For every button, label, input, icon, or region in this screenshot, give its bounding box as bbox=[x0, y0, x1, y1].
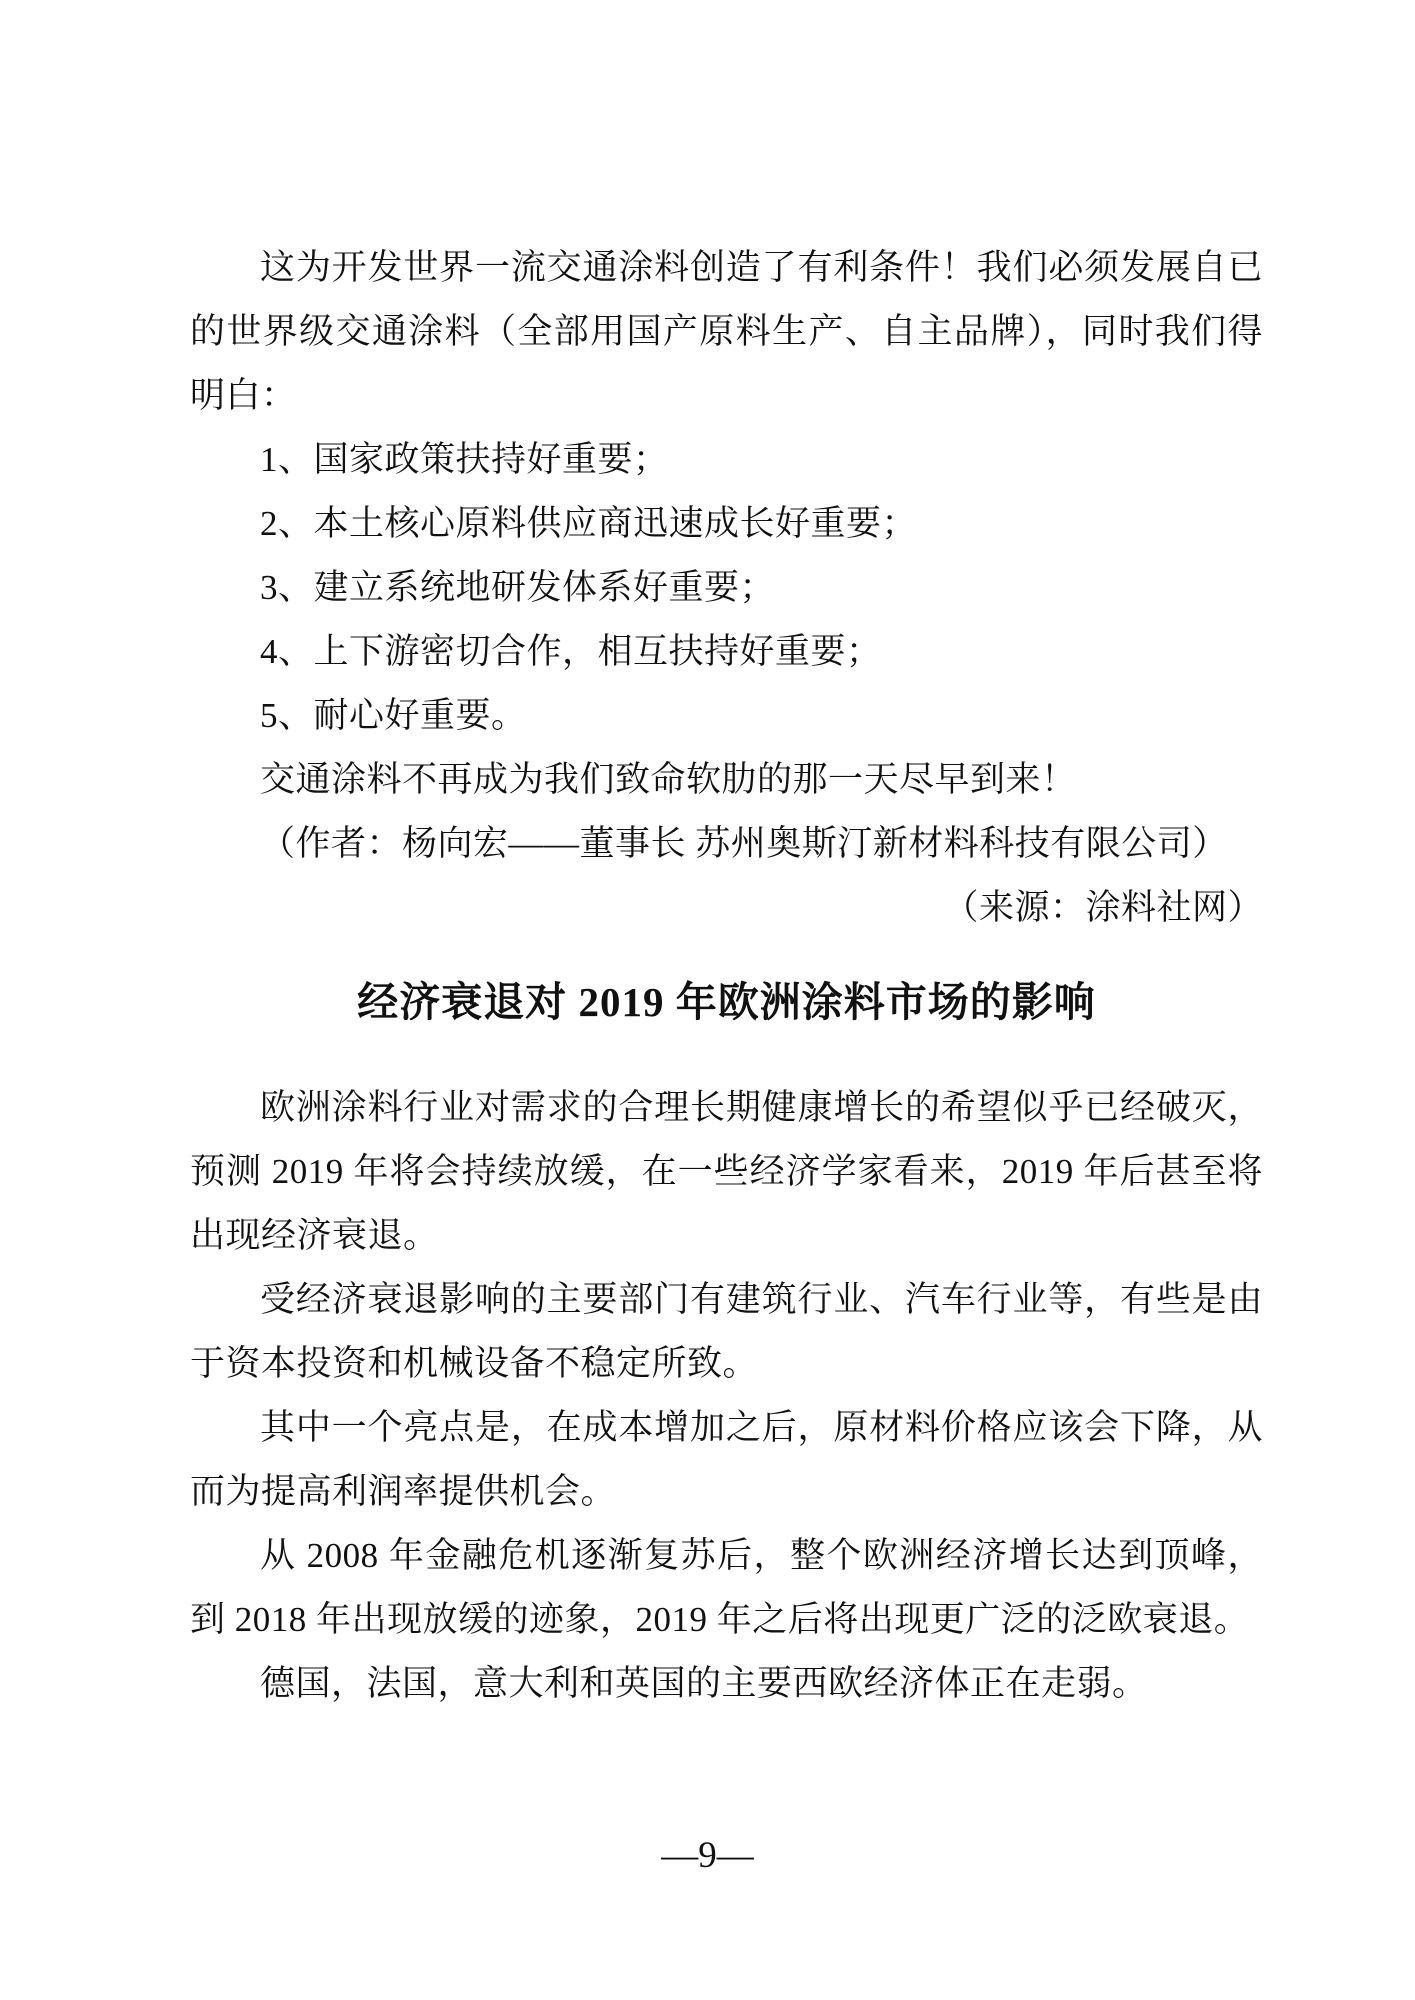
article1-list-item-2: 2、本土核心原料供应商迅速成长好重要； bbox=[260, 504, 918, 543]
article2-title: 经济衰退对 2019 年欧洲涂料市场的影响 bbox=[357, 979, 1096, 1025]
article2-paragraph-4: 从 2008 年金融危机逐渐复苏后，整个欧洲经济增长达到顶峰，到 2018 年出现放缓的迹象，2019 年之后将出现更广泛的泛欧衰退。 bbox=[190, 1536, 1263, 1639]
article1-list-item-3: 3、建立系统地研发体系好重要； bbox=[260, 568, 776, 607]
article1-source-line: （来源：涂料社网） bbox=[943, 888, 1263, 927]
article2-paragraph-2: 受经济衰退影响的主要部门有建筑行业、汽车行业等，有些是由于资本投资和机械设备不稳定所致。 bbox=[190, 1280, 1263, 1383]
page-content bbox=[190, 236, 1263, 1716]
article2-paragraph-1: 欧洲涂料行业对需求的合理长期健康增长的希望似乎已经破灭，预测 2019 年将会持续放缓，在一些经济学家看来，2019 年后甚至将出现经济衰退。 bbox=[190, 1088, 1263, 1255]
article1-list-item-1: 1、国家政策扶持好重要； bbox=[260, 440, 669, 479]
article1-closing-line: 交通涂料不再成为我们致命软肋的那一天尽早到来！ bbox=[260, 760, 1077, 799]
article1-paragraph-1: 这为开发世界一流交通涂料创造了有利条件！我们必须发展自已的世界级交通涂料（全部用国产原料生产、自主品牌），同时我们得明白： bbox=[190, 248, 1263, 415]
article1-list-item-5: 5、耐心好重要。 bbox=[260, 696, 527, 735]
article2-paragraph-5: 德国，法国，意大利和英国的主要西欧经济体正在走弱。 bbox=[260, 1664, 1148, 1703]
article1-list-item-4: 4、上下游密切合作，相互扶持好重要； bbox=[260, 632, 882, 671]
article2-paragraph-3: 其中一个亮点是，在成本增加之后，原材料价格应该会下降，从而为提高利润率提供机会。 bbox=[190, 1408, 1263, 1511]
article1-author-line: （作者：杨向宏——董事长 苏州奥斯汀新材料科技有限公司） bbox=[260, 824, 1228, 863]
page-number: —9— bbox=[661, 1835, 754, 1876]
